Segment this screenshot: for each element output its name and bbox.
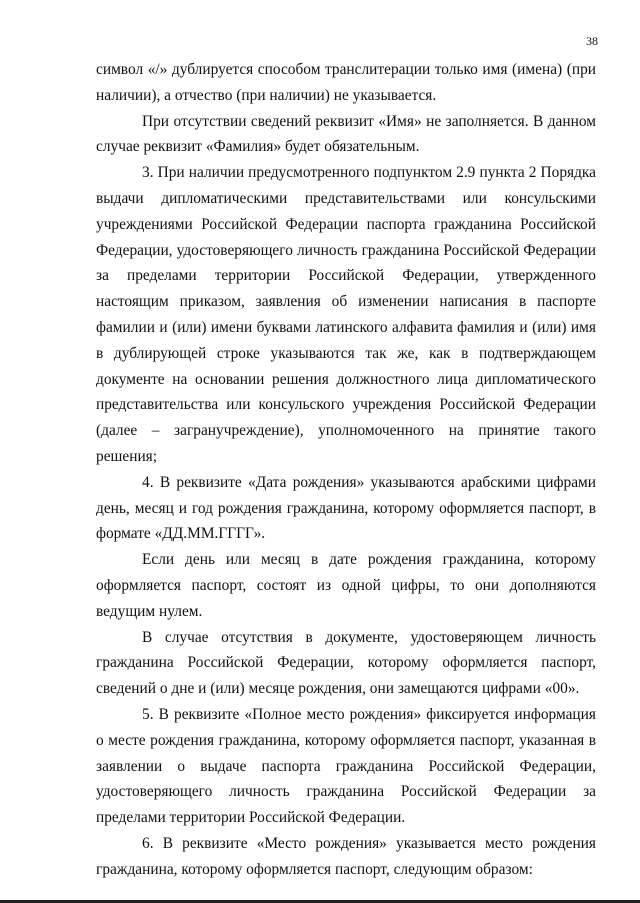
paragraph-item-5-full-birthplace: 5. В реквизите «Полное место рождения» фиксируется информация о месте рождения гражданина, которому оформляется паспорт, указанная в заявлении о выдаче паспорта гражданина Российской Федерации, удостоверяющего личность гражданина Российской Федерации за пределами территории Российской Федерации. (96, 705, 596, 827)
page-number: 38 (586, 34, 598, 48)
paragraph-leading-zero: Если день или месяц в дате рождения гражданина, которому оформляется паспорт, состоят из одной цифры, то они дополняются ведущим нулем. (96, 551, 596, 620)
paragraph-item-6-birthplace: 6. В реквизите «Место рождения» указывается место рождения гражданина, которому оформляется паспорт, следующим образом: (96, 834, 596, 878)
paragraph-transliteration-continuation: символ «/» дублируется способом транслитерации только имя (имена) (при наличии), а отчество (при наличии) не указывается. (96, 61, 596, 104)
paragraph-missing-day-month: В случае отсутствия в документе, удостоверяющем личность гражданина Российской Федерации, которому оформляется паспорт, сведений о дне и (или) месяце рождения, они замещаются цифрами «00». (96, 628, 596, 698)
paragraph-name-absent: При отсутствии сведений реквизит «Имя» не заполняется. В данном случае реквизит «Фамилия» будет обязательным. (96, 112, 596, 156)
document-body (96, 57, 596, 883)
paragraph-item-4-birth-date: 4. В реквизите «Дата рождения» указываются арабскими цифрами день, месяц и год рождения гражданина, которому оформляется паспорт, в формате «ДД.ММ.ГГГГ». (96, 473, 596, 543)
paragraph-item-3: 3. При наличии предусмотренного подпунктом 2.9 пункта 2 Порядка выдачи дипломатическими представительствами или консульскими учреждениями Российской Федерации паспорта гражданина Российской Федерации, удостоверяющего личность гражданина Российской Федерации за пределами территории Российской Федерации, утвержденного настоящим приказом, заявления об изменении написания в паспорте фамилии и (или) имени буквами латинского алфавита фамилия и (или) имя в дублирующей строке указываются так же, как в подтверждающем документе на основании решения должностного лица дипломатического представительства или консульского учреждения Российской Федерации (далее – загранучреждение), уполномоченного на принятие такого решения; (96, 164, 596, 465)
